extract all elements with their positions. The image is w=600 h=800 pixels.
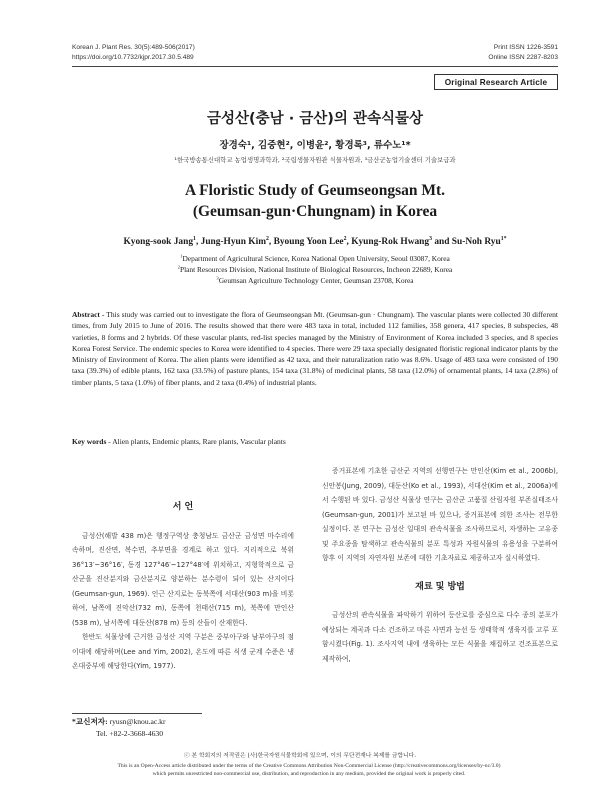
author-name: Jung-Hyun Kim <box>200 237 267 247</box>
affil-text: Department of Agricultural Science, Korea National Open University, Seoul 03087, Korea <box>182 254 450 263</box>
english-affiliation-1 <box>72 254 558 264</box>
english-authors: Kyong-sook Jang$^1$, Jung-Hyun Kim$^2$, Byoung Yoon Lee$^2$, Kyung-Rok Hwang$^3$ and Su-Noh Ryu$^{1*}$ <box>123 235 507 247</box>
intro-paragraph-1: 금성산(해발 438 m)은 행정구역상 충청남도 금산군 금성면 마수리에 속하며, 진산면, 복수면, 추부면을 경계로 하고 있다. 지리적으로 북위 36°13′~36°16′, 동경 127°46′~127°48′에 위치하고, 지형학적으로 금산군을 진산분지와 금산분지로 양분하는 분수령이 되어 있는 산지이다(Geumsan-gun, 1969). 인근 산지로는 동북쪽에 서대산(903 m)을 비롯하여, 남쪽에 진악산(732 m), 동쪽에 천태산(715 m), 북쪽에 만인산(538 m), 남서쪽에 대둔산(878 m) 등의 산들이 산재한다. <box>72 531 294 627</box>
korean-authors: 장경숙¹, 김중현², 이병윤², 황경록³, 류수노¹* <box>219 140 411 151</box>
methods-heading: 재료 및 방법 <box>415 581 465 592</box>
author-name: Kyong-sook Jang <box>123 237 194 247</box>
affil-sup: 1 <box>180 253 183 259</box>
affil-text: Plant Resources Division, National Institute of Biological Resources, Incheon 22689, Korea <box>179 265 453 274</box>
author-name: Su-Noh Ryu <box>451 237 501 247</box>
corresponding-author-footnote <box>72 716 166 740</box>
doi-link[interactable]: https://doi.org/10.7732/kjpr.2017.30.5.489 <box>72 53 194 61</box>
license-line-1: This is an Open-Access article distributed under the terms of the Creative Commons Attribution Non-Commercial License (http://creativecommons.org/licenses/by-nc/3.0) <box>117 763 501 769</box>
journal-header <box>72 43 195 62</box>
intro-paragraph-2: 한반도 식물상에 근거한 금성산 지역 구분은 중부아구와 남부아구의 점이대에 해당하며(Lee and Yim, 2002), 온도에 따른 식생 군계 수준은 냉온대중부에 해당한다(Yim, 1977). <box>72 633 294 670</box>
right-column <box>322 464 558 666</box>
footnote-rule <box>72 713 202 714</box>
affil-sup: 2 <box>177 264 180 270</box>
keywords <box>72 437 558 446</box>
affil-sup: 3 <box>216 275 219 281</box>
footnote-tel: Tel. +82-2-3668-4630 <box>96 729 164 738</box>
korean-title: 금성산(충남 · 금산)의 관속식물상 <box>207 111 423 127</box>
license-line-2: which permits unrestricted non-commercial use, distribution, and reproduction in any medium, provided the original work is properly cited. <box>152 771 466 777</box>
english-affiliation-3 <box>72 276 558 286</box>
methods-paragraph-1: 금성산의 관속식물을 파악하기 위하여 등산로를 중심으로 다수 종의 분포가 예상되는 계곡과 다소 건조하고 마른 사면과 능선 등 생태학적 생육지를 고루 포함시켰다(Fig. 1). 조사지역 내에 생육하는 모든 식물을 채집하고 건조표본으로 제작하여, <box>322 611 558 663</box>
english-affiliation-2 <box>72 265 558 275</box>
author-sup: 3 <box>429 235 432 242</box>
korean-affiliations: ¹한국방송통신대학교 농업생명과학과, ²국립생물자원관 식물자원과, ³금산군농업기술센터 기술보급과 <box>174 156 456 164</box>
intro-heading: 서 언 <box>172 502 194 512</box>
author-name: Kyung-Rok Hwang <box>351 237 430 247</box>
online-issn: Online ISSN 2287-8203 <box>488 53 558 61</box>
author-name: Byoung Yoon Lee <box>273 237 344 247</box>
affil-text: Geumsan Agriculture Technology Center, Geumsan 23708, Korea <box>218 276 414 285</box>
header-rule <box>72 66 558 67</box>
intro-paragraph-3: 증거표본에 기초한 금산군 지역의 선행연구는 만인산(Kim et al., 2006b), 신안봉(Jung, 2009), 대둔산(Ko et al., 1993), 서대산(Kim et al., 2006a)에서 수행된 바 있다. 금성산 식물상 연구는 금산군 고품질 산림자원 부존실태조사(Geumsan-gun, 2001)가 보고된 바 있으나, 증거표본에 의한 조사는 전무한 실정이다. 본 연구는 금성산 일대의 관속식물을 조사하므로서, 자생하는 고유종 및 주요종을 탐색하고 관속식물의 분포 특성과 자원식물의 유용성을 구분하여 향후 이 지역의 자연자원 보존에 대한 기초자료로 제공하고자 실시하였다. <box>322 467 558 562</box>
issn-block <box>488 43 558 62</box>
abstract-text: - This study was carried out to investigate the flora of Geumseongsan Mt. (Geumsan-gun · Chungnam). The vascular plants were collected 30 different times, from July 2015 to June of 2016. The results showed that there were 483 taxa in total, included 112 families, 358 genera, 417 species, 8 subspecies, 48 varieties, 8 forms and 2 hybrids. Of these vascular plants, red-list species managed by the Ministry of Environment of Korea included 3 species, and 8 species Korea Forest Service. The endemic species to Korea were identified to 4 species. There were 29 taxa specially designated floristic regional indicator plants by the Ministry of Environment of Korea. The alien plants were identified as 42 taxa, and their naturalization ratio was 8.6%. Usage of 483 taxa were consisted of 190 taxa (39.3%) of edible plants, 162 taxa (33.5%) of pasture plants, 154 taxa (31.8%) of medicinal plants, 58 taxa (12.0%) of ornamental plants, 14 taxa (2.8%) of timber plants, 5 taxa (1.0%) of fiber plants, and 2 taxa (0.4%) of industrial plants. <box>72 310 558 387</box>
journal-citation: Korean J. Plant Res. 30(5):489-506(2017) <box>72 44 195 51</box>
author-sup: 1* <box>500 235 507 242</box>
english-title-line1: A Floristic Study of Geumseongsan Mt. <box>184 182 446 199</box>
abstract-label: Abstract <box>72 310 100 319</box>
author-sup: 2 <box>266 235 269 242</box>
author-sup: 1 <box>193 235 196 242</box>
copyright-notice: ⓒ 본 학회지의 저작권은 (사)한국자원식물학회에 있으며, 이의 무단전재나 복제를 금합니다. <box>183 753 417 759</box>
author-sup: 2 <box>343 235 347 242</box>
article-type-badge: Original Research Article <box>434 74 558 90</box>
footnote-email[interactable]: ryusn@knou.ac.kr <box>107 717 166 726</box>
left-column <box>72 500 294 674</box>
print-issn: Print ISSN 1226-3591 <box>493 44 558 51</box>
abstract <box>72 309 558 388</box>
license-notice <box>48 762 570 778</box>
keywords-label: Key words <box>72 437 107 446</box>
english-title-line2: (Geumsan-gun·Chungnam) in Korea <box>192 203 438 220</box>
footnote-label: *교신저자: <box>72 717 108 726</box>
keywords-text: - Alien plants, Endemic plants, Rare plants, Vascular plants <box>106 437 286 446</box>
